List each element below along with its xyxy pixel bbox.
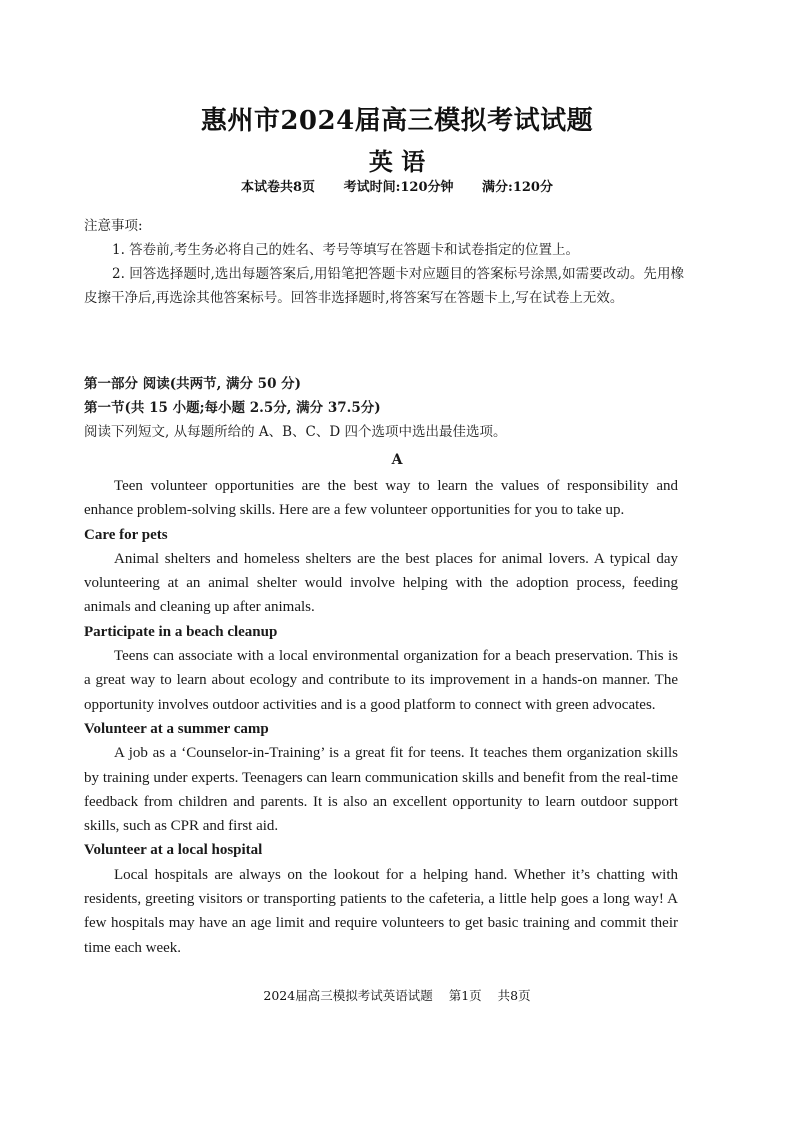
subject-title: 英 语 <box>368 147 426 176</box>
exam-time: 考试时间:120分钟 <box>343 180 454 195</box>
passage-paragraph: Teens can associate with a local environmental organization for a beach preservation. This is a great way to learn about ecology and contribute to its improvement in a hands-on manner. The opportunity involves outdoor activities and is a good platform to connect with green advocates. <box>84 648 678 713</box>
page-footer <box>0 986 794 1004</box>
notice-heading: 注意事项: <box>84 218 143 234</box>
passage-subheading: Volunteer at a local hospital <box>84 842 263 859</box>
page-count: 本试卷共8页 <box>241 180 316 195</box>
passage-label: A <box>391 452 403 468</box>
passage-paragraph: Animal shelters and homeless shelters are the best places for animal lovers. A typical day volunteering at an animal shelter would involve helping with the adoption process, feeding animals and cleaning up after animals. <box>84 550 678 616</box>
reading-passage <box>84 474 678 960</box>
passage-paragraph: Local hospitals are always on the lookout for a helping hand. Whether it’s chatting with residents, greeting visitors or transporting patients to the cafeteria, a little help goes a long way! A few hospitals may have an age limit and require volunteers to get basic training and commit their time each week. <box>84 866 678 956</box>
passage-subheading: Participate in a beach cleanup <box>84 623 278 640</box>
passage-subheading: Volunteer at a summer camp <box>84 720 269 737</box>
passage-paragraph: A job as a ‘Counselor-in-Training’ is a great fit for teens. It teaches them organization skills by training under experts. Teenagers can learn communication skills and benefit from the real-time feedback from children and parents. It is also an excellent opportunity to learn outdoor support skills, such as CPR and first aid. <box>84 745 678 835</box>
exam-meta <box>0 176 794 195</box>
part-heading: 第一部分 阅读(共两节, 满分 50 分) <box>84 376 302 392</box>
section-header <box>84 372 684 444</box>
footer-total-pages: 共8页 <box>497 988 531 1003</box>
passage-intro: Teen volunteer opportunities are the best way to learn the values of responsibility and enhance problem-solving skills. Here are a few volunteer opportunities for you to take up. <box>84 478 678 519</box>
footer-exam-name: 2024届高三模拟考试英语试题 <box>263 988 433 1003</box>
sub-section-heading: 第一节(共 15 小题;每小题 2.5分, 满分 37.5分) <box>84 400 381 416</box>
exam-title: 惠州市2024届高三模拟考试试题 <box>200 106 594 136</box>
passage-subheading: Care for pets <box>84 526 168 543</box>
footer-page-number: 第1页 <box>448 988 482 1003</box>
full-score: 满分:120分 <box>482 180 553 195</box>
notice-item: 2. 回答选择题时,选出每题答案后,用铅笔把答题卡对应题目的答案标号涂黑,如需要改动。先用橡皮擦干净后,再选涂其他答案标号。回答非选择题时,将答案写在答题卡上,写在试卷上无效。 <box>84 266 684 306</box>
notice-item: 1. 答卷前,考生务必将自己的姓名、考号等填写在答题卡和试卷指定的位置上。 <box>112 242 579 258</box>
notice-block <box>84 214 684 310</box>
section-instruction: 阅读下列短文, 从每题所给的 A、B、C、D 四个选项中选出最佳选项。 <box>84 424 507 440</box>
